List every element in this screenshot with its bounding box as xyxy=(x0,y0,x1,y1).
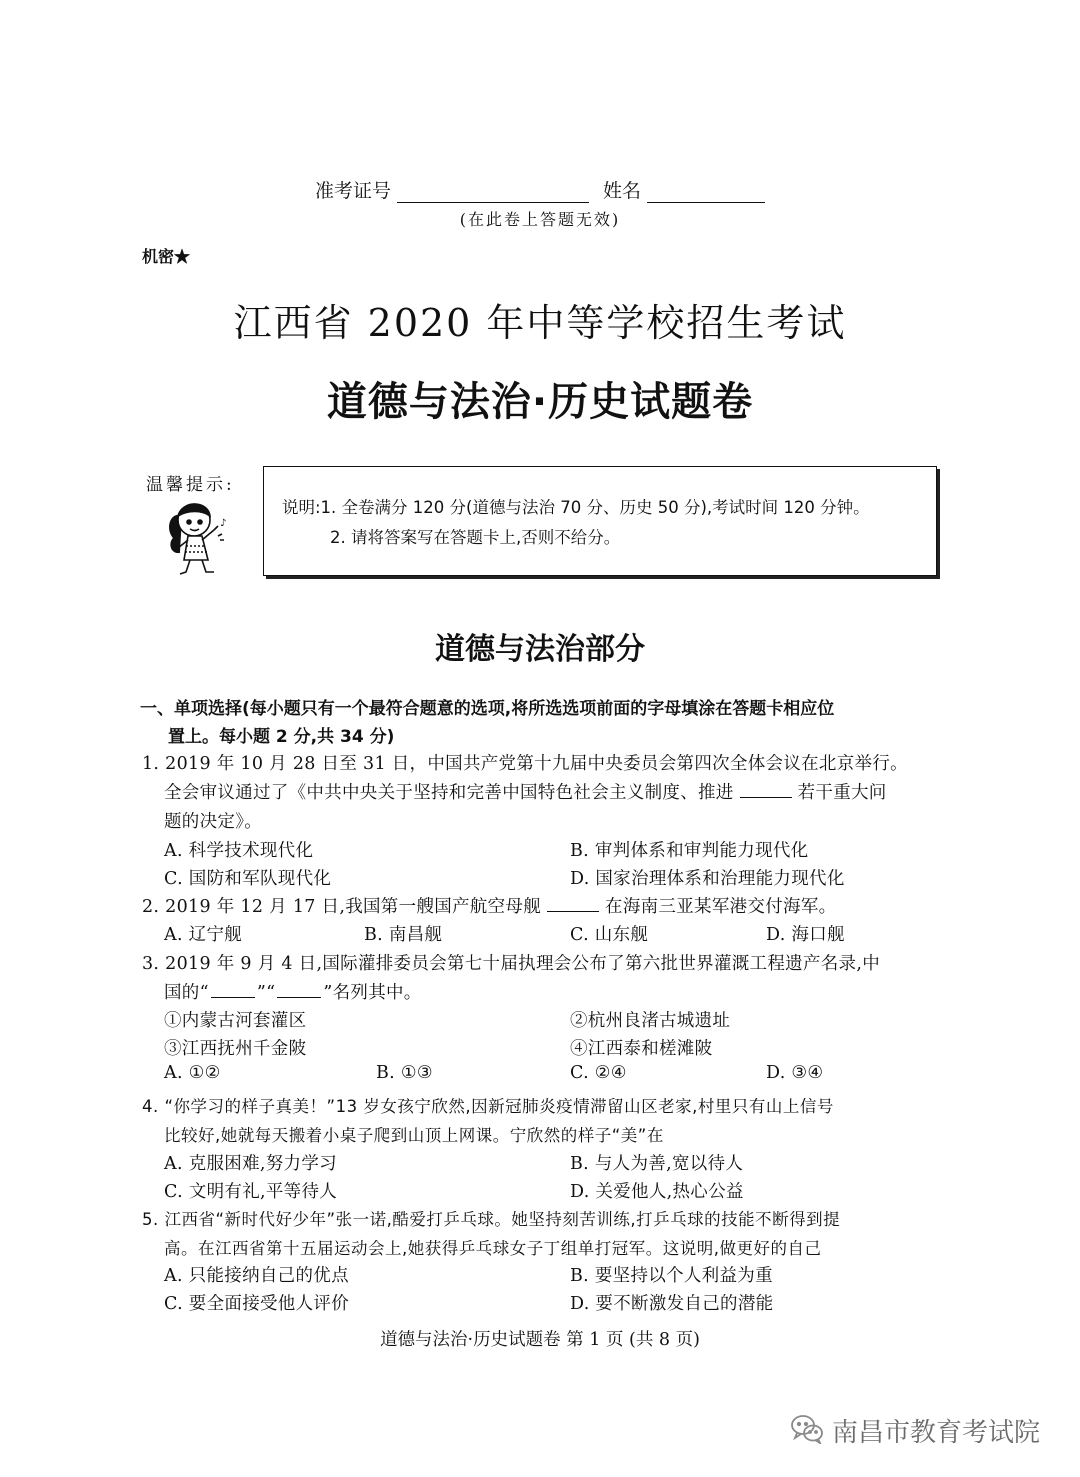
q2-option-d: D. 海口舰 xyxy=(766,925,845,945)
q3-line-1: 3. 2019 年 9 月 4 日,国际灌排委员会第七十届执理会公布了第六批世界灌溉工程遗产名录,中 xyxy=(142,954,880,974)
q2-line-1-tail: 在海南三亚某军港交付海军。 xyxy=(605,897,837,917)
q3-option-c: C. ②④ xyxy=(570,1063,627,1083)
q3-item-1: ①内蒙古河套灌区 xyxy=(164,1011,307,1031)
q1-option-b: B. 审判体系和审判能力现代化 xyxy=(570,841,809,861)
instructions-line-1: 说明:1. 全卷满分 120 分(道德与法治 70 分、历史 50 分),考试时间 120 分钟。 xyxy=(282,498,870,517)
wechat-icon xyxy=(790,1414,824,1448)
q2-blank xyxy=(547,895,599,912)
q2-line-1 xyxy=(142,893,836,918)
q1-line-2 xyxy=(164,779,887,804)
q3-item-2: ②杭州良渚古城遗址 xyxy=(570,1011,731,1031)
instructions-line-2: 2. 请将答案写在答题卡上,否则不给分。 xyxy=(330,528,621,547)
q1-line-2-text: 全会审议通过了《中共中央关于坚持和完善中国特色社会主义制度、推进 xyxy=(164,783,734,803)
q3-line-2-tail: ”名列其中。 xyxy=(323,983,422,1003)
candidate-info-row xyxy=(315,176,765,203)
name-label: 姓名 xyxy=(603,180,642,202)
cartoon-girl-illustration xyxy=(152,486,252,586)
q3-line-2-head: 国的“ xyxy=(164,983,209,1003)
exam-number-label: 准考证号 xyxy=(315,180,392,202)
q1-option-a: A. 科学技术现代化 xyxy=(164,841,314,861)
exam-title: 江西省 2020 年中等学校招生考试 xyxy=(233,301,847,345)
section-instruction-line-1: 一、单项选择(每小题只有一个最符合题意的选项,将所选选项前面的字母填涂在答题卡相应位 xyxy=(140,699,835,719)
q1-line-1: 1. 2019 年 10 月 28 日至 31 日，中国共产党第十九届中央委员会第四次全体会议在北京举行。 xyxy=(142,754,908,774)
page-footer: 道德与法治·历史试题卷 第 1 页 (共 8 页) xyxy=(380,1330,700,1350)
instructions-box xyxy=(263,466,937,576)
tips-label: 温馨提示: xyxy=(146,475,235,495)
q3-item-3: ③江西抚州千金陂 xyxy=(164,1039,307,1059)
q5-option-c: C. 要全面接受他人评价 xyxy=(164,1294,349,1314)
paper-title: 道德与法治·历史试题卷 xyxy=(326,379,754,425)
q1-option-d: D. 国家治理体系和治理能力现代化 xyxy=(570,869,845,889)
q4-option-b: B. 与人为善,宽以待人 xyxy=(570,1154,744,1174)
q2-option-b: B. 南昌舰 xyxy=(364,925,443,945)
q3-item-4: ④江西泰和槎滩陂 xyxy=(570,1039,713,1059)
q1-line-3: 题的决定》。 xyxy=(164,812,263,832)
q5-option-a: A. 只能接纳自己的优点 xyxy=(164,1266,349,1286)
q3-option-a: A. ①② xyxy=(164,1063,221,1083)
secret-mark: 机密★ xyxy=(142,247,191,266)
watermark-text: 南昌市教育考试院 xyxy=(832,1418,1041,1448)
q4-option-a: A. 克服困难,努力学习 xyxy=(164,1154,337,1174)
q1-blank xyxy=(740,781,792,798)
q2-option-a: A. 辽宁舰 xyxy=(164,925,243,945)
q2-line-1-text: 2. 2019 年 12 月 17 日,我国第一艘国产航空母舰 xyxy=(142,897,542,917)
exam-number-blank xyxy=(397,182,589,203)
q2-option-c: C. 山东舰 xyxy=(570,925,649,945)
q4-line-2: 比较好,她就每天搬着小桌子爬到山顶上网课。宁欣然的样子“美”在 xyxy=(164,1126,664,1145)
name-blank xyxy=(647,182,765,203)
q5-option-b: B. 要坚持以个人利益为重 xyxy=(570,1266,773,1286)
q4-line-1: 4. “你学习的样子真美！”13 岁女孩宁欣然,因新冠肺炎疫情滞留山区老家,村里只有山上信号 xyxy=(142,1097,834,1116)
q1-line-2-tail: 若干重大问 xyxy=(797,783,887,803)
watermark xyxy=(790,1412,1040,1449)
svg-text:♪: ♪ xyxy=(220,518,227,529)
q3-option-d: D. ③④ xyxy=(766,1063,824,1083)
q3-line-2-mid: ”“ xyxy=(256,983,276,1003)
q3-blank-1 xyxy=(211,981,255,998)
section-instruction-line-2: 置上。每小题 2 分,共 34 分) xyxy=(168,727,395,747)
q1-option-c: C. 国防和军队现代化 xyxy=(164,869,332,889)
q5-option-d: D. 要不断激发自己的潜能 xyxy=(570,1294,774,1314)
section-title: 道德与法治部分 xyxy=(435,632,645,667)
q4-option-c: C. 文明有礼,平等待人 xyxy=(164,1182,338,1202)
q3-line-2 xyxy=(164,979,422,1004)
answer-invalid-note: (在此卷上答题无效) xyxy=(459,210,621,229)
q4-option-d: D. 关爱他人,热心公益 xyxy=(570,1182,744,1202)
q3-option-b: B. ①③ xyxy=(376,1063,433,1083)
q5-line-1: 5. 江西省“新时代好少年”张一诺,酷爱打乒乓球。她坚持刻苦训练,打乒乓球的技能不断得到提 xyxy=(142,1210,841,1229)
q5-line-2: 高。在江西省第十五届运动会上,她获得乒乓球女子丁组单打冠军。这说明,做更好的自己 xyxy=(164,1239,822,1258)
q3-blank-2 xyxy=(277,981,321,998)
